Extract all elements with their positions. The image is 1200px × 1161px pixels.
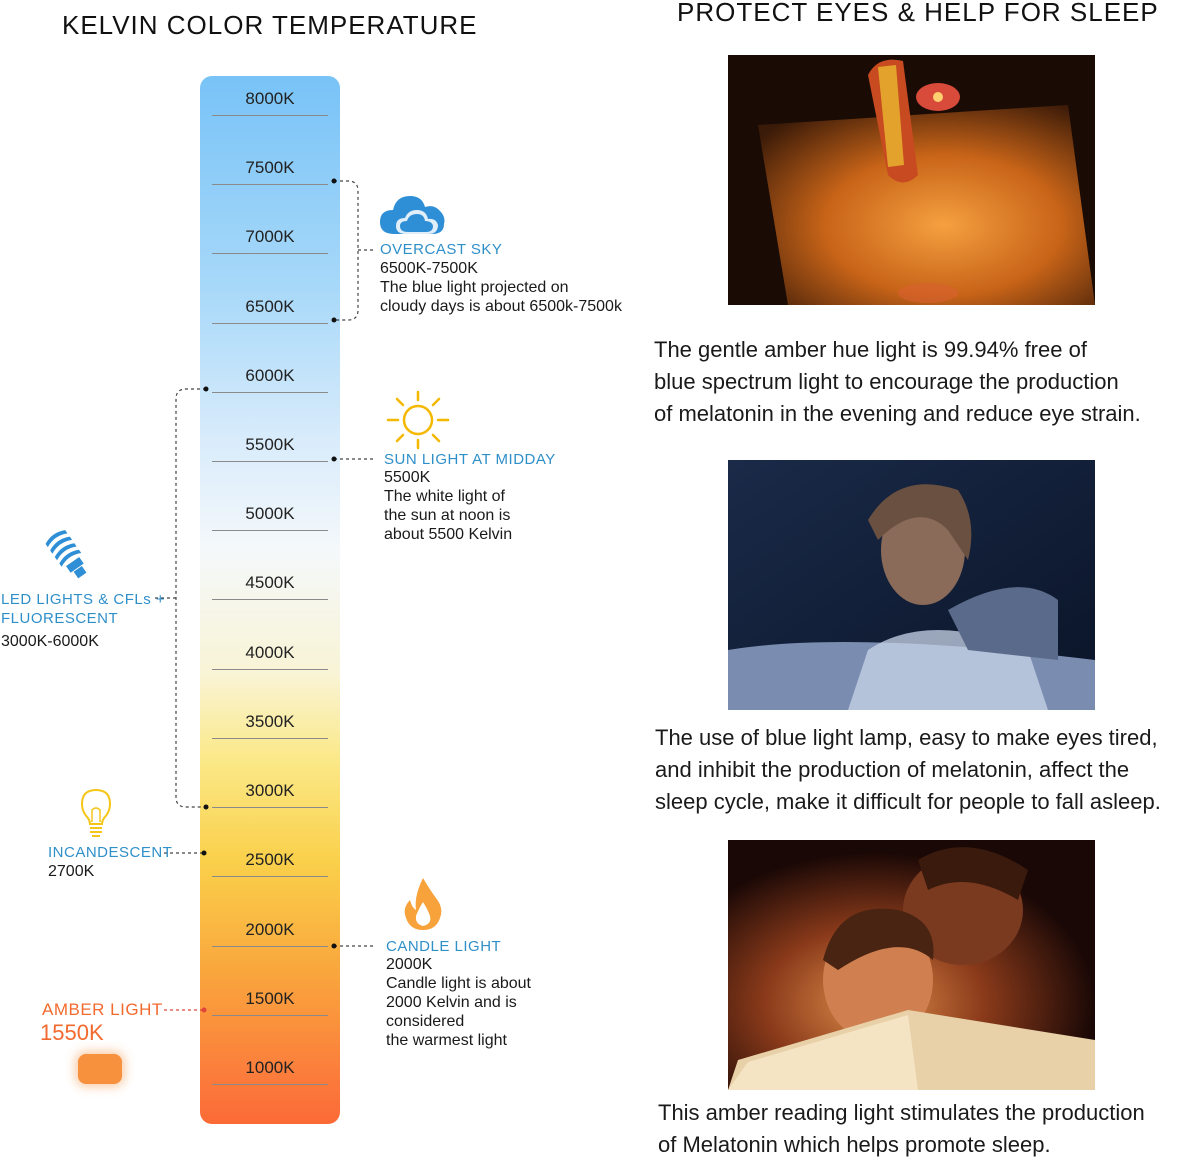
scale-tick: 6000K bbox=[212, 366, 328, 393]
scale-tick: 2000K bbox=[212, 920, 328, 947]
candle-desc-2: 2000 Kelvin and is bbox=[386, 994, 517, 1011]
sun-label: SUN LIGHT AT MIDDAY bbox=[384, 451, 556, 468]
sun-icon bbox=[386, 390, 450, 450]
scale-tick: 5500K bbox=[212, 435, 328, 462]
scale-tick: 6500K bbox=[212, 297, 328, 324]
scale-tick: 2500K bbox=[212, 850, 328, 877]
paragraph-1-line-1: The gentle amber hue light is 99.94% free of bbox=[654, 337, 1087, 362]
scale-tick: 4000K bbox=[212, 643, 328, 670]
scale-tick: 5000K bbox=[212, 504, 328, 531]
overcast-label: OVERCAST SKY bbox=[380, 241, 503, 258]
paragraph-2-line-3: sleep cycle, make it difficult for people to fall asleep. bbox=[655, 789, 1161, 814]
incandescent-range: 2700K bbox=[48, 863, 95, 880]
amber-label: AMBER LIGHT bbox=[42, 1000, 163, 1019]
sun-range: 5500K bbox=[384, 469, 431, 486]
led-range: 3000K-6000K bbox=[1, 633, 99, 650]
sun-desc-2: the sun at noon is bbox=[384, 507, 511, 524]
overcast-desc-1: The blue light projected on bbox=[380, 279, 569, 296]
scale-tick: 1500K bbox=[212, 989, 328, 1016]
overcast-range: 6500K-7500K bbox=[380, 260, 478, 277]
candle-desc-4: the warmest light bbox=[386, 1032, 507, 1049]
reading-photo bbox=[728, 840, 1095, 1090]
paragraph-3-line-2: of Melatonin which helps promote sleep. bbox=[658, 1132, 1051, 1157]
led-label-1: LED LIGHTS & CFLs + bbox=[1, 591, 166, 608]
candle-desc-3: considered bbox=[386, 1013, 465, 1030]
amber-swatch bbox=[78, 1054, 122, 1084]
scale-tick: 4500K bbox=[212, 573, 328, 600]
incandescent-label: INCANDESCENT bbox=[48, 844, 173, 861]
blue-light-photo bbox=[728, 460, 1095, 710]
led-bulb-icon bbox=[38, 525, 98, 585]
sun-desc-3: about 5500 Kelvin bbox=[384, 526, 513, 543]
amber-range: 1550K bbox=[40, 1020, 104, 1045]
paragraph-3-line-1: This amber reading light stimulates the production bbox=[658, 1100, 1145, 1125]
scale-tick: 8000K bbox=[212, 89, 328, 116]
scale-tick: 3000K bbox=[212, 781, 328, 808]
scale-tick: 7000K bbox=[212, 227, 328, 254]
candle-label: CANDLE LIGHT bbox=[386, 938, 502, 955]
paragraph-1-line-3: of melatonin in the evening and reduce eye strain. bbox=[654, 401, 1141, 426]
paragraph-2-line-2: and inhibit the production of melatonin, affect the bbox=[655, 757, 1130, 782]
scale-tick: 1000K bbox=[212, 1058, 328, 1085]
scale-tick: 3500K bbox=[212, 712, 328, 739]
paragraph-1-line-2: blue spectrum light to encourage the production bbox=[654, 369, 1119, 394]
left-title: KELVIN COLOR TEMPERATURE bbox=[62, 10, 478, 40]
flame-icon bbox=[400, 876, 446, 932]
candle-desc-1: Candle light is about bbox=[386, 975, 531, 992]
led-label-2: FLUORESCENT bbox=[1, 610, 119, 627]
sun-desc-1: The white light of bbox=[384, 488, 505, 505]
amber-lamp-photo bbox=[728, 55, 1095, 305]
cloud-icon bbox=[378, 190, 448, 238]
candle-range: 2000K bbox=[386, 956, 433, 973]
paragraph-2-line-1: The use of blue light lamp, easy to make eyes tired, bbox=[655, 725, 1158, 750]
right-title: PROTECT EYES & HELP FOR SLEEP bbox=[677, 0, 1159, 27]
incandescent-bulb-icon bbox=[76, 788, 116, 840]
overcast-desc-2: cloudy days is about 6500k-7500k bbox=[380, 298, 622, 315]
scale-tick: 7500K bbox=[212, 158, 328, 185]
